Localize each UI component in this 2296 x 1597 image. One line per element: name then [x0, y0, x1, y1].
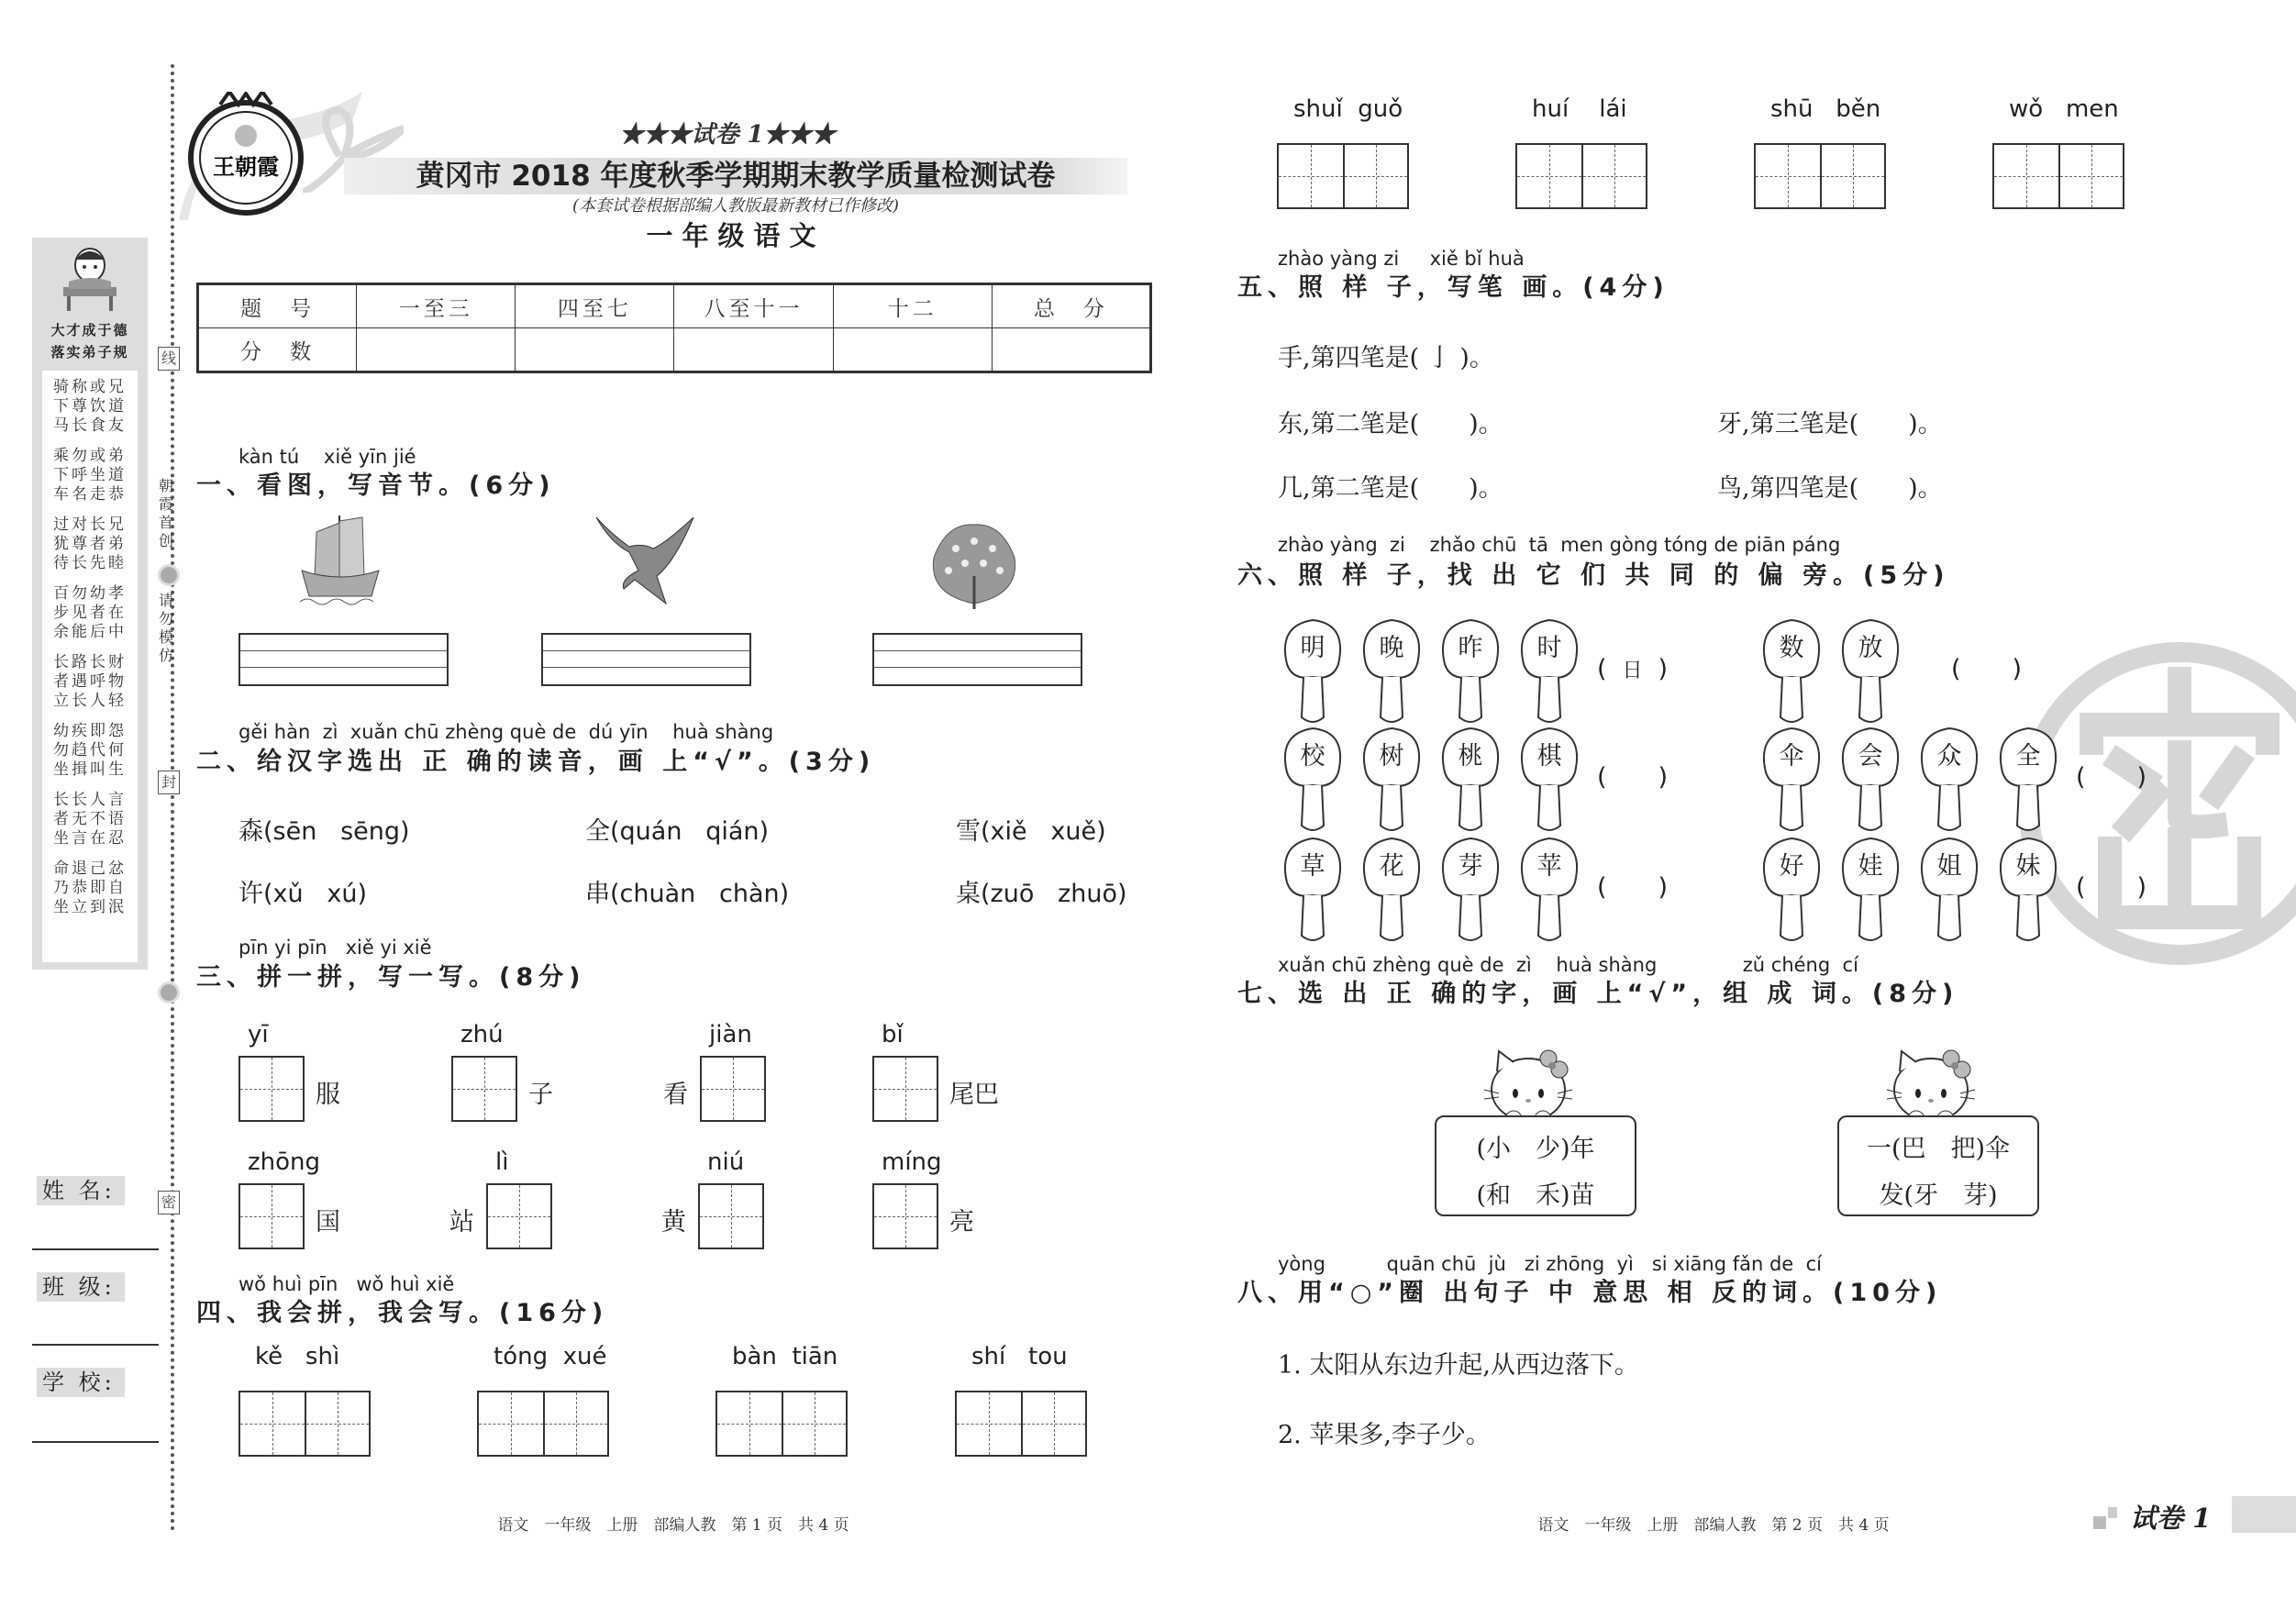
section-heading: 一、看图，写音节。(6分)	[196, 471, 556, 500]
mushroom-char: 众	[1936, 742, 1962, 771]
mushroom-char: 芽	[1458, 852, 1483, 881]
pinyin-label: tóng xué	[494, 1343, 607, 1370]
tianzige-box[interactable]	[451, 1056, 517, 1122]
board-line[interactable]: (小 少)年	[1476, 1135, 1595, 1163]
mushroom-char: 姐	[1936, 852, 1962, 881]
logo-text: 王朝霞	[213, 153, 279, 180]
paren-close: )	[1658, 763, 1669, 792]
verse-row: 百勿幼孝	[53, 584, 127, 603]
reading-option[interactable]: 雪(xiě xuě)	[956, 817, 1106, 846]
section-heading: 二、给汉字选出 正 确的读音，画 上“√”。(3分)	[196, 748, 876, 776]
paren-open: (	[1597, 873, 1607, 902]
subject-title: 一年级语文	[646, 220, 826, 251]
pinyin-label: zhōng	[248, 1148, 321, 1176]
pinyin-writing-lines[interactable]	[872, 633, 1082, 686]
pinyin-label: jiàn	[709, 1021, 752, 1048]
school-input[interactable]	[32, 1441, 159, 1443]
pinyin-label: huí lái	[1532, 95, 1627, 123]
pinyin-label: kě shì	[255, 1343, 340, 1370]
section-pinyin: xuǎn chū zhèng què de zì huà shàng zǔ chéng cí	[1278, 954, 1858, 976]
mushroom	[1514, 835, 1584, 945]
score-table	[196, 283, 1152, 373]
tianzige-double-box[interactable]	[955, 1391, 1087, 1457]
verse-row: 坐言在忍	[53, 829, 127, 848]
grid-cell[interactable]	[1581, 145, 1646, 207]
context-word: 黄	[661, 1208, 686, 1237]
grid-cell[interactable]	[1021, 1392, 1085, 1455]
mushroom-char: 苹	[1536, 852, 1562, 881]
verse-row: 乃恭即自	[53, 879, 127, 897]
tianzige-double-box[interactable]	[1515, 143, 1647, 209]
mushroom-char: 数	[1779, 634, 1804, 662]
binding-line	[171, 64, 174, 1532]
mushroom-char: 树	[1379, 742, 1404, 771]
reading-option[interactable]: 森(sēn sēng)	[238, 817, 410, 846]
board-line[interactable]: (和 禾)苗	[1476, 1181, 1595, 1210]
margin-label-seal: 封	[158, 771, 180, 794]
stroke-question[interactable]: 鸟,第四笔是( )。	[1717, 474, 1943, 503]
verse-row: 下呼坐道	[53, 466, 127, 484]
verse-row: 乘勿或弟	[53, 447, 127, 465]
sentence[interactable]: 1. 太阳从东边升起,从西边落下。	[1278, 1351, 1639, 1380]
table-header: 一至三	[357, 284, 516, 328]
mushroom	[1757, 725, 1826, 835]
mushroom	[1278, 616, 1348, 726]
reading-option[interactable]: 全(quán qián)	[585, 817, 770, 846]
mushroom-char: 伞	[1779, 742, 1804, 771]
school-label: 学 校:	[37, 1368, 125, 1397]
pinyin-label: bǐ	[882, 1021, 904, 1048]
pinyin-label: shū běn	[1770, 95, 1881, 123]
tianzige-box[interactable]	[238, 1183, 305, 1249]
section-heading: 四、我会拼，我会写。(16分)	[196, 1299, 609, 1327]
mushroom	[1436, 616, 1505, 726]
reading-option[interactable]: 串(chuàn chàn)	[585, 880, 790, 908]
section-pinyin: yòng quān chū jù zi zhōng yì si xiāng fǎn de cí	[1278, 1253, 1822, 1275]
section-pinyin: zhào yàng zi zhǎo chū tā men gòng tóng de piān páng	[1278, 534, 1841, 556]
stroke-question[interactable]: 牙,第三笔是( )。	[1717, 410, 1943, 438]
board-line[interactable]: 发(牙 芽)	[1879, 1181, 1998, 1210]
mushroom-char: 娃	[1858, 852, 1883, 881]
mushroom	[1836, 616, 1905, 726]
sidebar-dizigui	[32, 238, 148, 970]
section-heading: 六、照 样 子，找 出 它 们 共 同 的 偏 旁。(5分)	[1237, 561, 1950, 590]
verse-group	[44, 722, 136, 780]
mushroom	[1436, 725, 1505, 835]
pinyin-label: shuǐ guǒ	[1293, 95, 1403, 123]
page-footer: 语文 一年级 上册 部编人教 第 2 页 共 4 页	[1537, 1516, 1890, 1535]
mushroom	[1278, 835, 1348, 945]
verse-row: 余能后中	[53, 623, 127, 641]
verse-row: 命退己忿	[53, 859, 127, 878]
verse-row: 步见者在	[53, 604, 127, 622]
stroke-question[interactable]: 几,第二笔是( )。	[1278, 474, 1503, 503]
verse-row: 过对长兄	[53, 516, 127, 534]
context-word: 亮	[949, 1208, 974, 1237]
paren-close: )	[1658, 873, 1669, 902]
grid-cell[interactable]	[717, 1392, 782, 1455]
mushroom	[1514, 725, 1584, 835]
pinyin-label: wǒ men	[2009, 95, 2119, 123]
paren-close: )	[2136, 763, 2147, 792]
grid-cell[interactable]	[305, 1392, 369, 1455]
student-cartoon-icon	[58, 243, 122, 316]
tianzige-double-box[interactable]	[477, 1391, 609, 1457]
verse-row: 勿趋代何	[53, 741, 127, 760]
section-heading: 五、照 样 子，写笔 画。(4分)	[1237, 273, 1669, 302]
margin-seal-icon	[158, 564, 180, 586]
radical-answer[interactable]	[2076, 873, 2146, 902]
reading-option[interactable]: 桌(zuō zhuō)	[956, 880, 1127, 908]
margin-warning-text: 请勿模仿	[158, 592, 173, 664]
board-line[interactable]: 一(巴 把)伞	[1866, 1135, 2011, 1163]
mushroom	[1836, 725, 1905, 835]
mushroom-char: 明	[1300, 634, 1325, 662]
paren-close: )	[2136, 873, 2147, 902]
paren-open: (	[1597, 655, 1607, 683]
score-cell[interactable]	[674, 328, 833, 372]
pinyin-label: shí tou	[971, 1343, 1068, 1370]
score-cell[interactable]	[992, 328, 1150, 372]
tianzige-double-box[interactable]	[715, 1391, 848, 1457]
mushroom-char: 会	[1858, 742, 1883, 771]
margin-label-line: 线	[158, 347, 180, 371]
verse-group	[44, 653, 136, 711]
tianzige-box[interactable]	[486, 1183, 552, 1249]
mushroom-char: 昨	[1458, 634, 1483, 662]
verse-row: 骑称或兄	[53, 378, 127, 396]
pinyin-writing-lines[interactable]	[541, 633, 751, 686]
tianzige-box[interactable]	[238, 1056, 305, 1122]
verse-group	[44, 378, 136, 436]
paper-tag: ★★★试卷 1★★★	[619, 121, 836, 149]
page-subtitle: (本套试卷根据部编人教版最新教材已作修改)	[571, 196, 900, 216]
margin-seal-icon	[158, 981, 180, 1004]
tianzige-box[interactable]	[700, 1056, 766, 1122]
verse-row: 长长人言	[53, 791, 127, 809]
tianzige-double-box[interactable]	[1277, 143, 1409, 209]
motto-line: 大才成于德	[50, 322, 129, 338]
tianzige-box[interactable]	[872, 1056, 938, 1122]
mushroom-char: 桃	[1458, 742, 1483, 771]
mushroom	[1278, 725, 1348, 835]
mushroom	[1993, 835, 2063, 945]
verse-row: 马长食友	[53, 416, 127, 435]
kitty-icon	[1482, 1044, 1583, 1123]
answer-text: 日	[1622, 660, 1643, 682]
pinyin-label: niú	[707, 1148, 745, 1176]
section-pinyin: pīn yi pīn xiě yi xiě	[238, 937, 432, 959]
verse-row: 下尊饮道	[53, 397, 127, 416]
section-pinyin: kàn tú xiě yīn jié	[238, 446, 416, 468]
tianzige-double-box[interactable]	[238, 1391, 371, 1457]
section-heading: 三、拼一拼，写一写。(8分)	[196, 963, 586, 992]
mushroom	[1357, 835, 1426, 945]
context-word: 子	[528, 1081, 553, 1109]
verse-group	[44, 859, 136, 917]
grid-cell[interactable]	[1756, 145, 1820, 207]
verse-row: 车名走恭	[53, 485, 127, 504]
score-cell[interactable]	[516, 328, 674, 372]
section-pinyin: wǒ huì pīn wǒ huì xiě	[238, 1273, 455, 1295]
peacock-image	[928, 521, 1020, 609]
verse-row: 长路长财	[53, 653, 127, 671]
word-board	[1435, 1115, 1636, 1216]
mushroom	[1757, 616, 1826, 726]
stroke-question[interactable]: 东,第二笔是( )。	[1278, 410, 1503, 438]
kitty-icon	[1885, 1044, 1986, 1123]
radical-answer[interactable]	[1597, 655, 1668, 683]
score-cell[interactable]	[357, 328, 516, 372]
paren-close: )	[2012, 655, 2023, 683]
grid-cell[interactable]	[479, 1392, 543, 1455]
mushroom-char: 晚	[1379, 634, 1404, 662]
verse-row: 犹尊者弟	[53, 535, 127, 553]
motto-line: 落实弟子规	[50, 344, 129, 360]
table-header: 十二	[833, 284, 992, 328]
context-word: 国	[316, 1208, 340, 1237]
verse-row: 待长先睦	[53, 554, 127, 572]
grid-cell[interactable]	[1517, 145, 1581, 207]
margin-label-secret: 密	[158, 1191, 180, 1214]
paren-open: (	[2076, 873, 2086, 902]
context-word: 看	[663, 1081, 688, 1109]
radical-answer[interactable]	[1951, 655, 2022, 683]
verse-group	[44, 516, 136, 573]
verse-row: 立长人轻	[53, 692, 127, 710]
pinyin-writing-lines[interactable]	[238, 633, 449, 686]
section-pinyin: zhào yàng zi xiě bǐ huà	[1278, 248, 1525, 270]
table-row	[198, 328, 1151, 372]
grid-cell[interactable]	[1820, 145, 1884, 207]
sailboat-image	[298, 514, 383, 609]
name-label: 姓 名:	[37, 1176, 125, 1205]
grid-cell[interactable]	[1994, 145, 2058, 207]
verse-row: 者无不语	[53, 810, 127, 828]
mushroom	[1436, 835, 1505, 945]
verse-row: 者遇呼物	[53, 672, 127, 691]
mushroom-char: 好	[1779, 852, 1804, 881]
mushroom-char: 花	[1379, 852, 1404, 881]
eagle-image	[593, 516, 699, 607]
mushroom-char: 时	[1536, 634, 1562, 662]
page-title: 黄冈市 2018 年度秋季学期期末教学质量检测试卷	[416, 160, 1056, 193]
verse-row: 坐揖叫生	[53, 760, 127, 779]
tianzige-box[interactable]	[872, 1183, 938, 1249]
mushroom-char: 草	[1300, 852, 1325, 881]
grid-cell[interactable]	[782, 1392, 846, 1455]
mushroom-char: 妹	[2015, 852, 2041, 881]
mushroom	[1914, 725, 1984, 835]
verse-row: 坐立到泯	[53, 898, 127, 916]
pinyin-label: zhú	[460, 1021, 504, 1048]
paren-open: (	[2076, 763, 2086, 792]
mushroom	[1357, 725, 1426, 835]
grid-cell[interactable]	[1343, 145, 1407, 207]
section-heading: 八、用“○”圈 出句子 中 意思 相 反的词。(10分)	[1237, 1279, 1943, 1307]
tianzige-double-box[interactable]	[1992, 143, 2124, 209]
paper-tab-label: 试卷 1	[2130, 1503, 2212, 1534]
name-input[interactable]	[32, 1248, 159, 1250]
score-cell[interactable]	[833, 328, 992, 372]
margin-brand-text: 朝霞首创	[158, 477, 173, 549]
radical-answer[interactable]	[2076, 763, 2146, 792]
table-header: 题 号	[198, 284, 357, 328]
pinyin-label: lì	[495, 1148, 509, 1176]
section-heading: 七、选 出 正 确的字，画 上“√”，组 成 词。(8分)	[1237, 980, 1959, 1008]
pinyin-label: yī	[248, 1021, 269, 1048]
verse-group	[44, 791, 136, 848]
class-label: 班 级:	[37, 1272, 125, 1302]
context-word: 服	[316, 1081, 340, 1109]
mushroom	[1357, 616, 1426, 726]
paren-open: (	[1597, 763, 1607, 792]
paper-tab	[2093, 1496, 2296, 1533]
section-pinyin: gěi hàn zì xuǎn chū zhèng què de dú yīn huà shàng	[238, 721, 774, 743]
grid-cell[interactable]	[543, 1392, 607, 1455]
mushroom-char: 棋	[1536, 742, 1562, 771]
pinyin-label: bàn tiān	[732, 1343, 838, 1370]
verse-row: 幼疾即怨	[53, 722, 127, 740]
paren-open: (	[1951, 655, 1961, 683]
mushroom-char: 放	[1858, 634, 1883, 662]
verse-group	[44, 584, 136, 642]
paren-close: )	[1658, 655, 1669, 683]
context-word: 尾巴	[949, 1081, 999, 1109]
tianzige-double-box[interactable]	[1754, 143, 1886, 209]
verse-list	[42, 371, 138, 962]
pinyin-label: míng	[882, 1148, 942, 1176]
table-header: 四至七	[516, 284, 674, 328]
grid-cell[interactable]	[1279, 145, 1343, 207]
verse-group	[44, 447, 136, 505]
word-board	[1837, 1115, 2039, 1216]
table-header: 总 分	[992, 284, 1150, 328]
table-header-row	[198, 284, 1151, 328]
mushroom-char: 全	[2015, 742, 2041, 771]
stroke-question[interactable]: 手,第四笔是( 亅 )。	[1278, 344, 1494, 372]
mushroom	[1757, 835, 1826, 945]
mushroom	[1836, 835, 1905, 945]
row-label: 分 数	[198, 328, 357, 372]
mushroom	[1514, 616, 1584, 726]
radical-answer[interactable]	[1597, 873, 1668, 902]
table-header: 八至十一	[674, 284, 833, 328]
radical-answer[interactable]	[1597, 763, 1668, 792]
mushroom	[1914, 835, 1984, 945]
tianzige-box[interactable]	[698, 1183, 764, 1249]
context-word: 站	[449, 1208, 474, 1237]
page-footer: 语文 一年级 上册 部编人教 第 1 页 共 4 页	[497, 1516, 849, 1535]
grid-cell[interactable]	[240, 1392, 305, 1455]
grid-cell[interactable]	[957, 1392, 1021, 1455]
grid-cell[interactable]	[2058, 145, 2123, 207]
sentence[interactable]: 2. 苹果多,李子少。	[1278, 1421, 1491, 1449]
mushroom	[1993, 725, 2063, 835]
mushroom-char: 校	[1300, 742, 1325, 771]
reading-option[interactable]: 许(xǔ xú)	[238, 880, 367, 908]
class-input[interactable]	[32, 1344, 159, 1346]
